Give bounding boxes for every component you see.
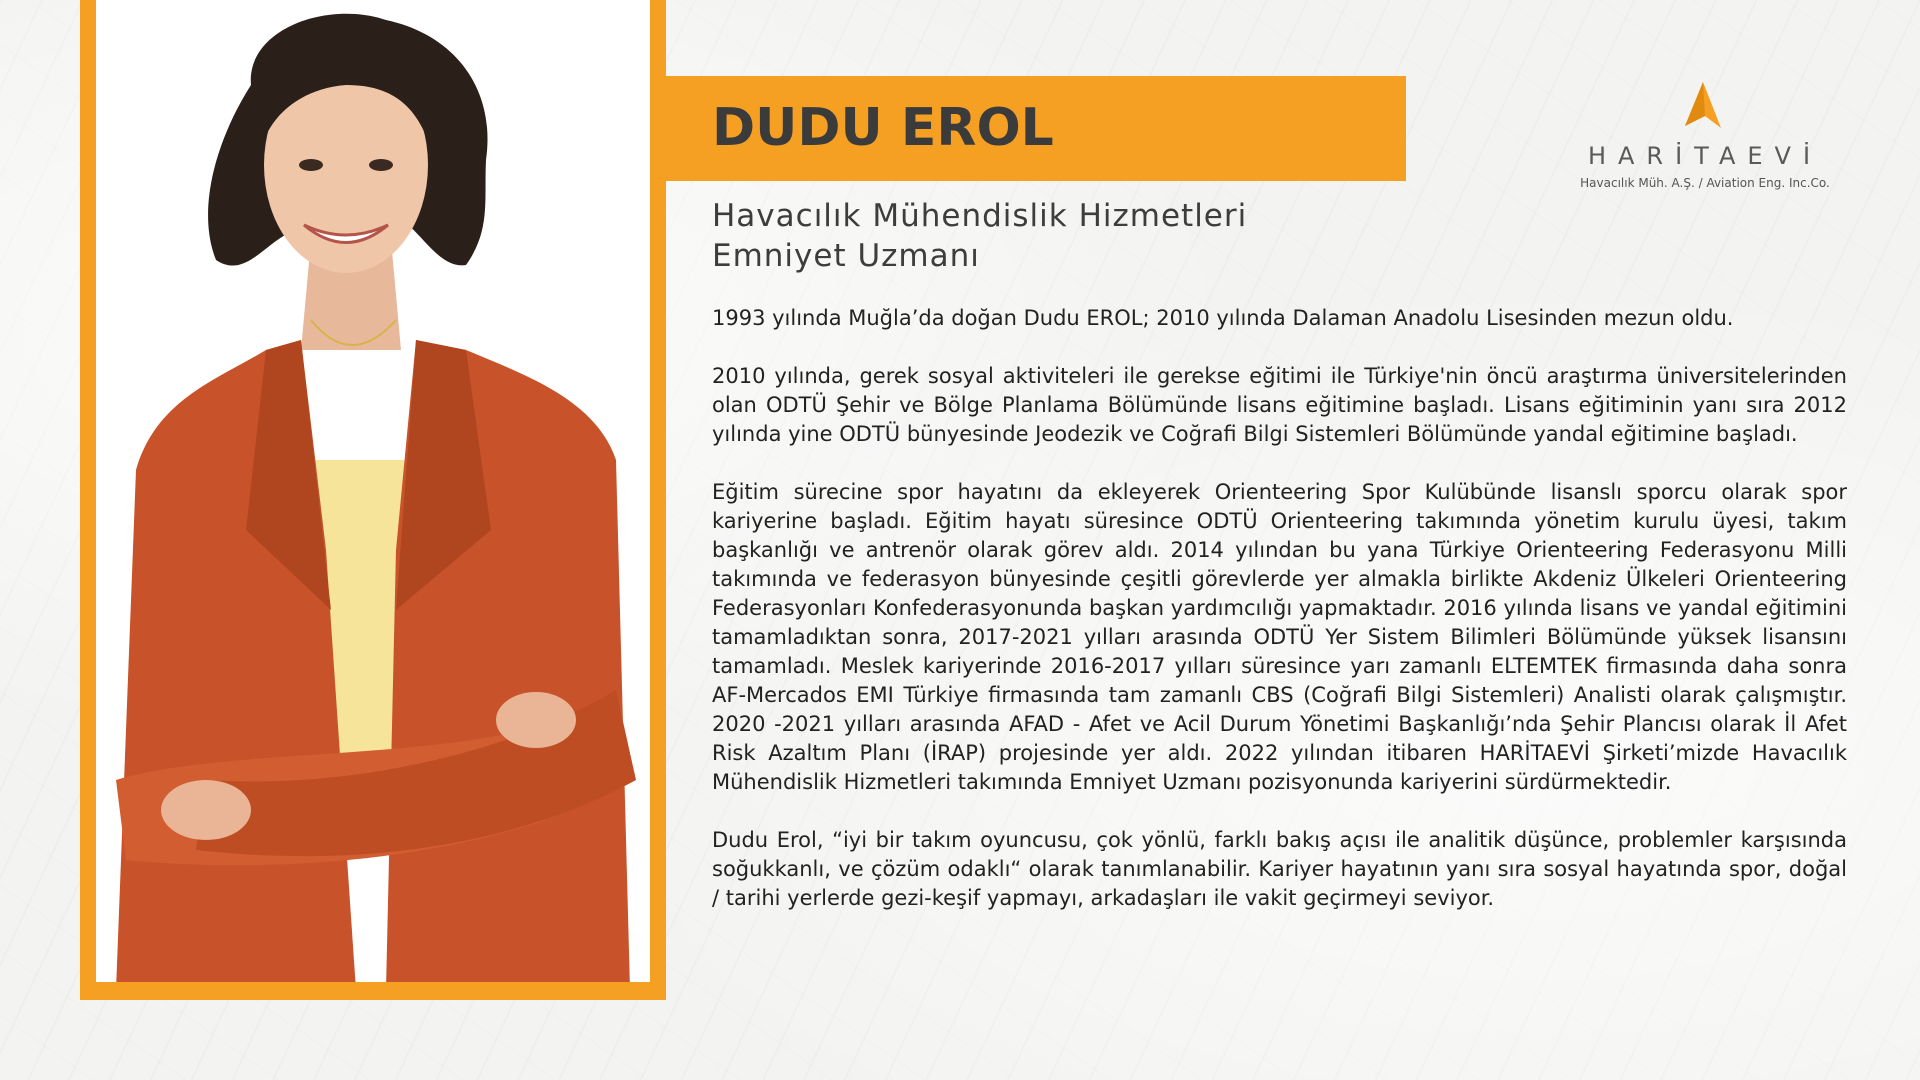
company-logo: [1560, 80, 1850, 200]
job-title-line-1: Havacılık Mühendislik Hizmetleri: [712, 198, 1248, 234]
person-name: DUDU EROL: [712, 98, 1054, 158]
photo-frame: [80, 0, 666, 1000]
bio-paragraph-2: 2010 yılında, gerek sosyal aktiviteleri ile gerekse eğitimi ile Türkiye'nin öncü araştırma üniversitelerinden olan ODTÜ Şehir ve Bölge Planlama Bölümünde lisans eğitimine başladı. Lisans eğitiminin yanı sıra 2012 yılında yine ODTÜ bünyesinde Jeodezik ve Coğrafi Bilgi Sistemleri Bölümünde yandal eğitimine başladı.: [712, 364, 1847, 446]
job-title: [712, 196, 1412, 276]
job-title-line-2: Emniyet Uzmanı: [712, 238, 980, 274]
bio-paragraph-1: 1993 yılında Muğla’da doğan Dudu EROL; 2010 yılında Dalaman Anadolu Lisesinden mezun oldu.: [712, 306, 1734, 330]
biography: [712, 304, 1847, 942]
logo-tagline: Havacılık Müh. A.Ş. / Aviation Eng. Inc.Co.: [1580, 176, 1830, 190]
name-banner: [666, 76, 1406, 181]
logo-wordmark: HARİTAEVİ: [1587, 142, 1823, 170]
bio-paragraph-3: Eğitim sürecine spor hayatını da ekleyerek Orienteering Spor Kulübünde lisanslı sporcu olarak spor kariyerine başladı. Eğitim hayatı süresince ODTÜ Orienteering takımında yönetim kurulu üyesi, takım başkanlığı ve antrenör olarak görev aldı. 2014 yılından bu yana Türkiye Orienteering Federasyonu Milli takımında ve federasyon bünyesinde çeşitli görevlerde yer almakla birlikte Akdeniz Ülkeleri Orienteering Federasyonları Konfederasyonunda başkan yardımcılığı yapmaktadır. 2016 yılında lisans ve yandal eğitimini tamamladıktan sonra, 2017-2021 yılları arasında ODTÜ Yer Sistem Bilimleri Bölümünde yüksek lisansını tamamladı. Meslek kariyerinde 2016-2017 yılları süresince yarı zamanlı ELTEMTEK firmasında daha sonra AF-Mercados EMI Türkiye firmasında tam zamanlı CBS (Coğrafi Bilgi Sistemleri) Analisti olarak çalışmıştır. 2020 -2021 yılları arasında AFAD - Afet ve Acil Durum Yönetimi Başkanlığı’nda Şehir Plancısı olarak İl Afet Risk Azaltım Planı (İRAP) projesinde yer aldı. 2022 yılından itibaren HARİTAEVİ Şirketi’mizde Havacılık Mühendislik Hizmetleri takımında Emniyet Uzmanı pozisyonunda kariyerini sürdürmektedir.: [712, 480, 1847, 794]
arrow-mark-icon: [1675, 80, 1735, 132]
bio-paragraph-4: Dudu Erol, “iyi bir takım oyuncusu, çok yönlü, farklı bakış açısı ile analitik düşünce, problemler karşısında soğukkanlı, ve çözüm odaklı“ olarak tanımlanabilir. Kariyer hayatının yanı sıra sosyal hayatında spor, doğal / tarihi yerlerde gezi-keşif yapmayı, arkadaşları ile vakit geçirmeyi seviyor.: [712, 828, 1847, 910]
portrait-photo: [96, 0, 650, 982]
portrait-illustration: [96, 0, 650, 982]
